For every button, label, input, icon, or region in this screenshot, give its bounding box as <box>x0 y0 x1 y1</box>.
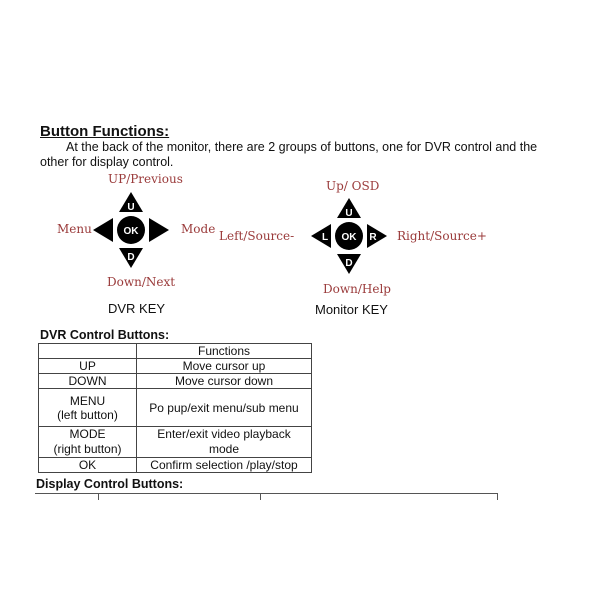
monitor-u-text: U <box>345 208 353 219</box>
button-cell: MENU (left button) <box>39 389 137 427</box>
button-cell: UP <box>39 359 137 374</box>
table-row <box>39 458 312 473</box>
function-cell: Confirm selection /play/stop <box>137 458 312 473</box>
dvr-right-label: Mode <box>181 222 216 236</box>
monitor-r-text: R <box>369 232 377 243</box>
table-row <box>39 359 312 374</box>
dvr-section-title: DVR Control Buttons: <box>40 328 170 342</box>
dvr-up-label: UP/Previous <box>108 172 183 186</box>
dvr-buttons-table <box>38 343 312 473</box>
dvr-dpad-icon <box>91 190 171 270</box>
monitor-l-text: L <box>321 232 329 243</box>
dvr-u-text: U <box>127 202 135 213</box>
function-cell: Enter/exit video playback mode <box>137 427 312 458</box>
button-cell: DOWN <box>39 374 137 389</box>
table-row <box>39 427 312 458</box>
monitor-left-label: Left/Source- <box>219 229 295 243</box>
monitor-down-label: Down/Help <box>323 282 391 296</box>
monitor-key-caption: Monitor KEY <box>315 302 388 317</box>
header-cell: Functions <box>137 344 312 359</box>
monitor-right-label: Right/Source+ <box>397 229 487 243</box>
section-heading: Button Functions: <box>40 123 170 140</box>
table-row <box>39 389 312 427</box>
dvr-left-label: Menu <box>57 222 92 236</box>
monitor-ok-text: OK <box>341 232 357 243</box>
dvr-d-text: D <box>127 252 135 263</box>
monitor-dpad-icon <box>309 196 389 276</box>
table-row <box>39 374 312 389</box>
table-header-row <box>39 344 312 359</box>
function-cell: Move cursor down <box>137 374 312 389</box>
function-cell: Po pup/exit menu/sub menu <box>137 389 312 427</box>
monitor-d-text: D <box>345 258 353 269</box>
dvr-key-caption: DVR KEY <box>108 301 166 316</box>
dvr-ok-text: OK <box>123 226 139 237</box>
display-section-title: Display Control Buttons: <box>36 477 184 491</box>
display-table-top-border <box>35 493 498 500</box>
monitor-up-label: Up/ OSD <box>326 179 380 193</box>
button-cell: MODE (right button) <box>39 427 137 458</box>
function-cell: Move cursor up <box>137 359 312 374</box>
button-cell: OK <box>39 458 137 473</box>
intro-paragraph: At the back of the monitor, there are 2 groups of buttons, one for DVR control and the other for display control. <box>40 140 538 169</box>
header-cell <box>39 344 137 359</box>
dvr-down-label: Down/Next <box>107 275 176 289</box>
